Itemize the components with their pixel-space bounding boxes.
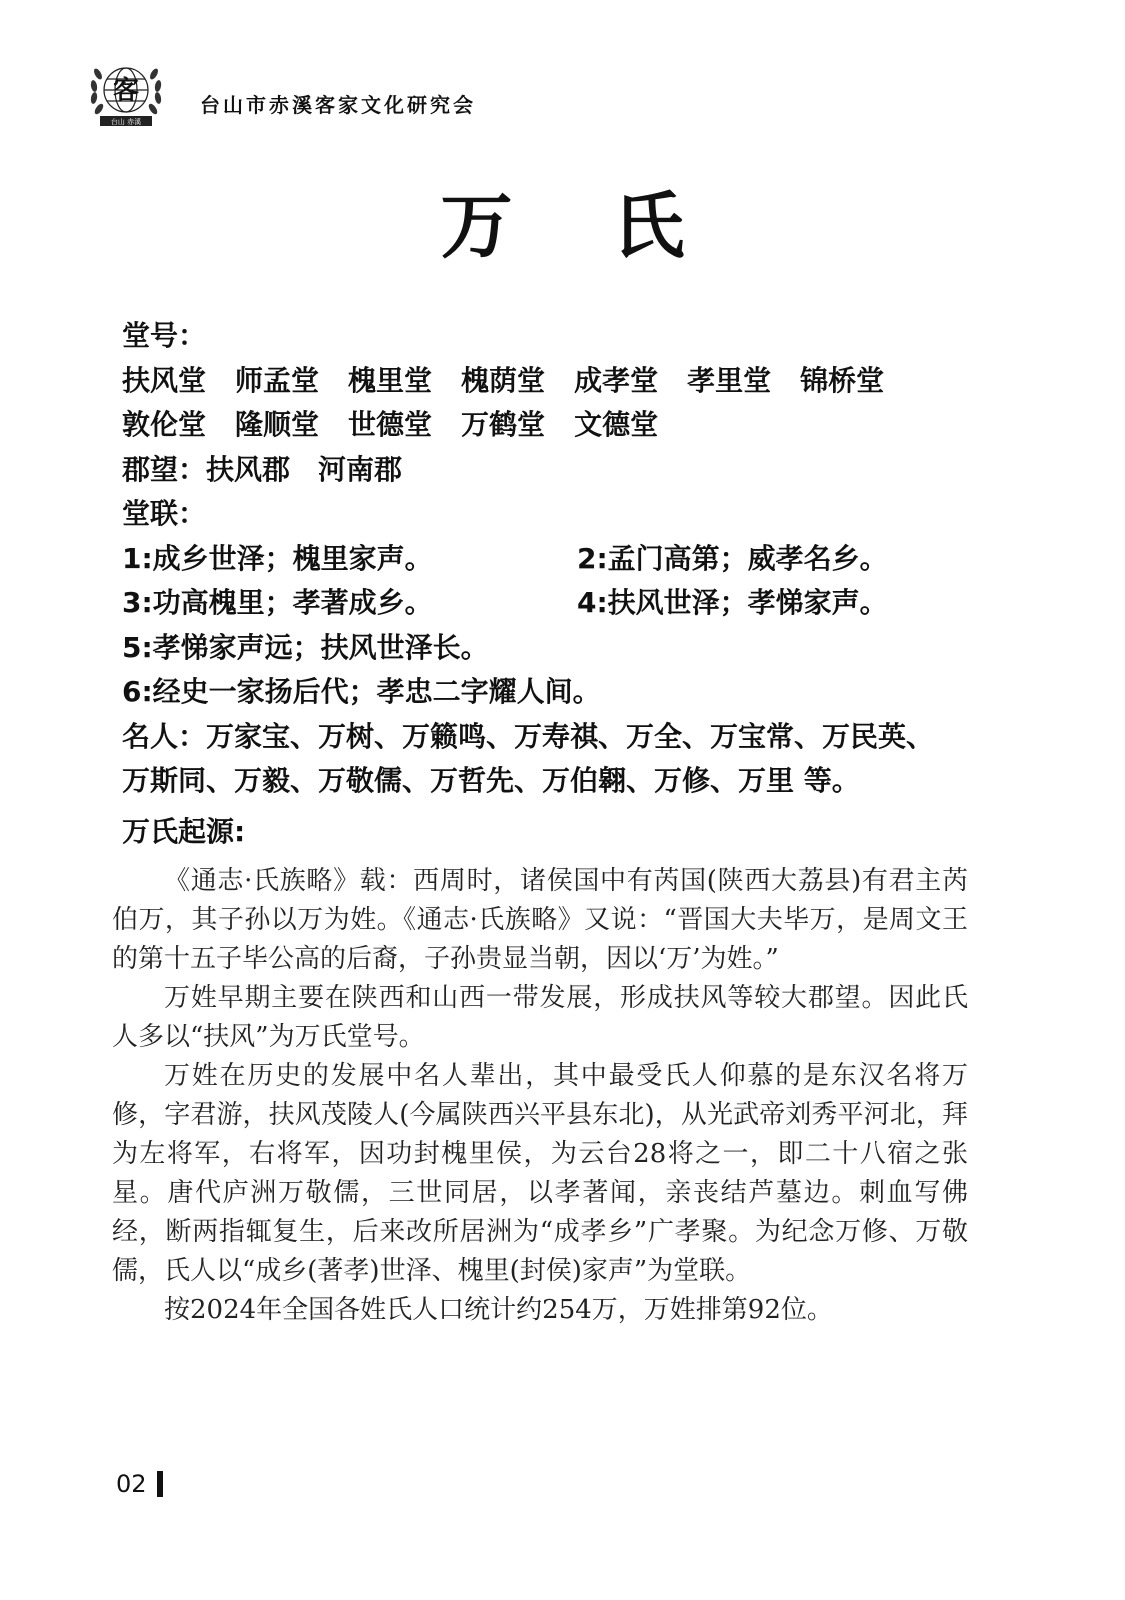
page-number-text: 02 — [116, 1470, 147, 1498]
svg-text:台山 赤溪: 台山 赤溪 — [110, 118, 142, 126]
body-paragraph: 万姓在历史的发展中名人辈出，其中最受氏人仰慕的是东汉名将万修，字君游，扶风茂陵人(今属陕西兴平县东北)，从光武帝刘秀平河北，拜为左将军，右将军，因功封槐里侯，为云台28将之一，即二十八宿之张星。唐代庐洲万敬儒，三世同居，以孝著闻，亲丧结芦墓边。刺血写佛经，断两指辄复生，后来改所居洲为“成孝乡”广孝聚。为纪念万修、万敬儒，氏人以“成乡(著孝)世泽、槐里(封侯)家声”为堂联。 — [112, 1061, 968, 1286]
page-number — [116, 1470, 163, 1498]
hall-name: 文德堂 — [574, 408, 659, 441]
hall-name: 敦伦堂 — [122, 408, 207, 441]
halls-label: 堂号： — [122, 319, 207, 352]
commandery-line: 郡望：扶风郡 河南郡 — [122, 452, 403, 486]
couplets-label: 堂联： — [122, 497, 207, 530]
couplet-item: 2:孟门高第；威孝名乡。 — [577, 541, 888, 575]
origin-heading: 万氏起源: — [122, 814, 246, 848]
hall-name: 隆顺堂 — [235, 408, 320, 441]
couplet-item: 6:经史一家扬后代；孝忠二字耀人间。 — [122, 675, 601, 708]
hall-name: 扶风堂 — [122, 363, 207, 397]
body-paragraph: 万姓早期主要在陕西和山西一带发展，形成扶风等较大郡望。因此氏人多以“扶风”为万氏堂号。 — [112, 983, 968, 1052]
page-title: 万氏 — [440, 183, 785, 268]
organization-name: 台山市赤溪客家文化研究会 — [200, 92, 476, 117]
association-logo-icon — [86, 52, 166, 132]
hall-name: 世德堂 — [348, 408, 433, 441]
couplet-row — [122, 581, 1022, 626]
couplet-item: 5:孝悌家声远；扶风世泽长。 — [122, 630, 489, 664]
page-number-bar — [157, 1471, 163, 1497]
halls-row-2 — [122, 403, 1022, 448]
hall-name: 成孝堂 — [574, 363, 659, 397]
surname-info — [122, 314, 1022, 854]
couplet-item: 4:扶风世泽；孝悌家声。 — [577, 586, 888, 619]
couplet-row — [122, 537, 1022, 582]
hall-name: 万鹤堂 — [461, 408, 546, 441]
couplet-item: 3:功高槐里；孝著成乡。 — [122, 586, 433, 619]
svg-text:客: 客 — [112, 76, 140, 106]
hall-name: 锦桥堂 — [800, 363, 885, 397]
origin-body — [112, 862, 968, 1330]
body-paragraph: 《通志·氏族略》载：西周时，诸侯国中有芮国(陕西大荔县)有君主芮伯万，其子孙以万为姓。《通志·氏族略》又说：“晋国大夫毕万，是周文王的第十五子毕公高的后裔，子孙贵显当朝，因以‘万’为姓。” — [112, 866, 968, 974]
hall-name: 孝里堂 — [687, 363, 772, 397]
hall-name: 槐里堂 — [348, 363, 433, 397]
hall-name: 师孟堂 — [235, 363, 320, 397]
hall-name: 槐荫堂 — [461, 363, 546, 397]
page-header — [86, 52, 476, 132]
couplet-item: 1:成乡世泽；槐里家声。 — [122, 541, 433, 575]
body-paragraph: 按2024年全国各姓氏人口统计约254万，万姓排第92位。 — [164, 1295, 833, 1325]
halls-row-1 — [122, 359, 1022, 404]
famous-people-line-1: 名人：万家宝、万树、万籁鸣、万寿祺、万全、万宝常、万民英、 — [122, 719, 935, 753]
famous-people-line-2: 万斯同、万毅、万敬儒、万哲先、万伯翱、万修、万里 等。 — [122, 764, 860, 797]
